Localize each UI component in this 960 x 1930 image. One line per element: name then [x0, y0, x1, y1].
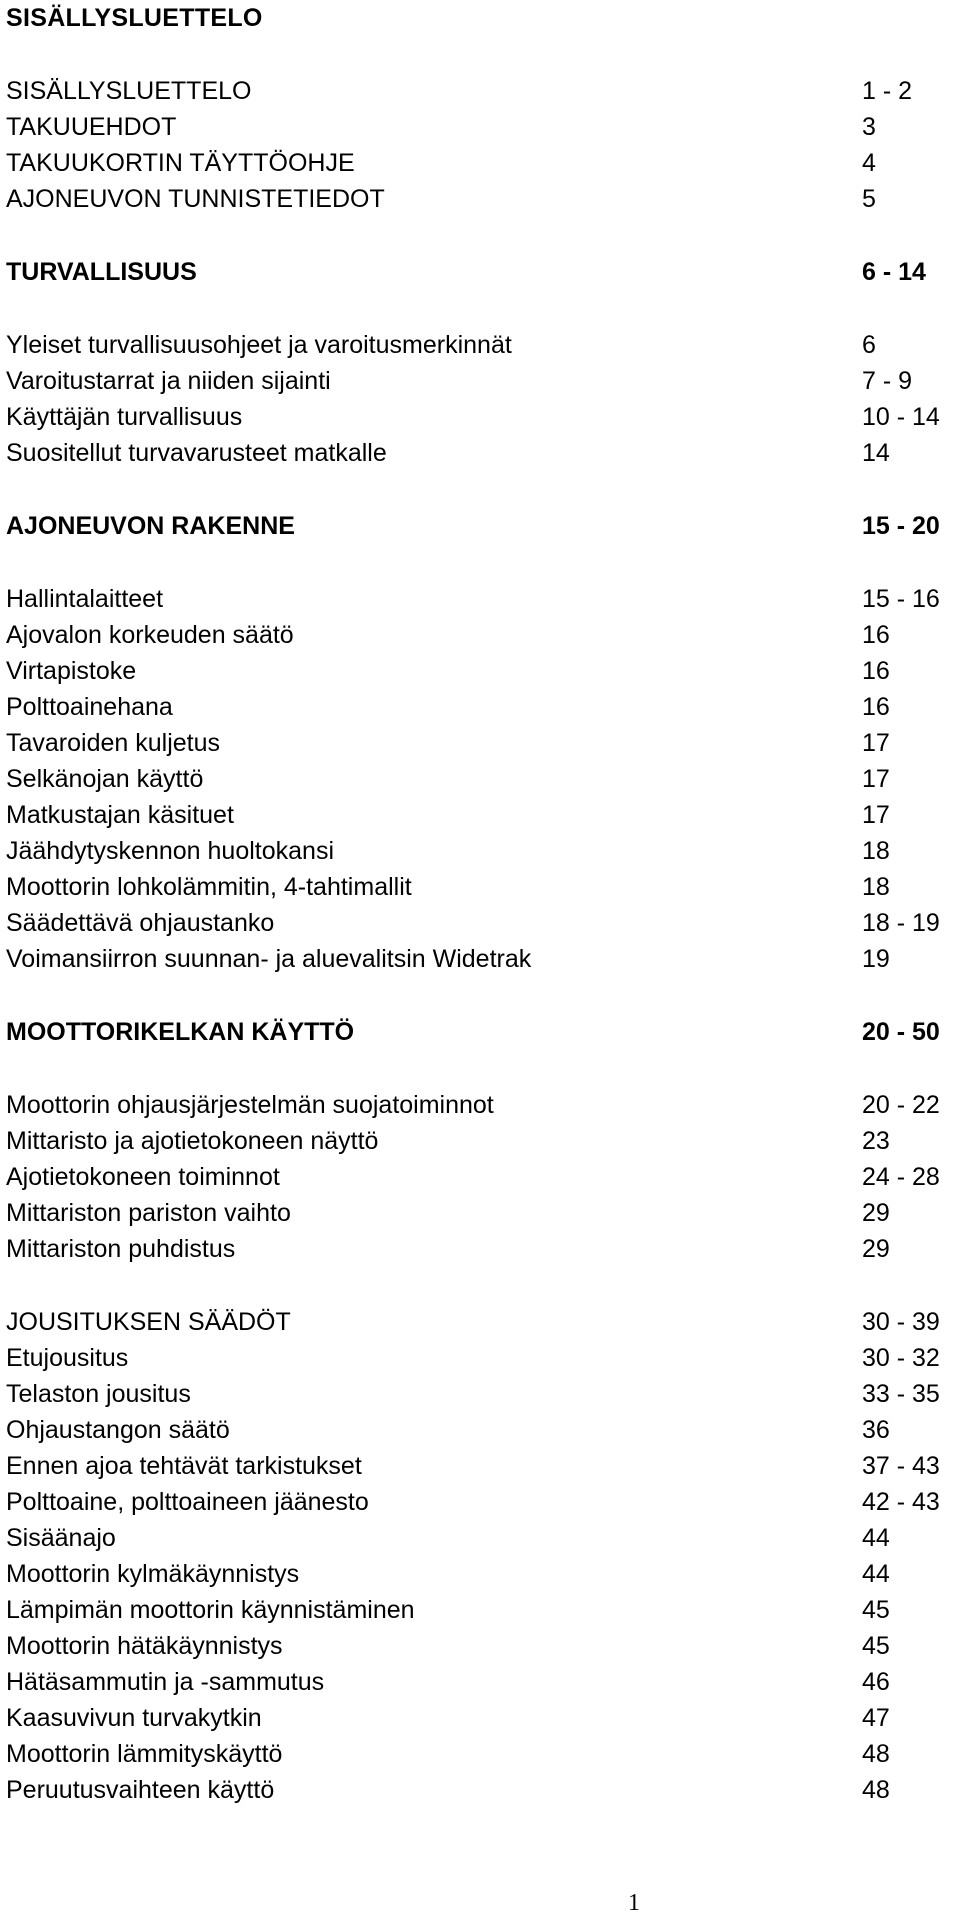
toc-entry-title: Polttoainehana	[6, 693, 173, 721]
toc-entry-page: 14	[862, 439, 890, 467]
toc-entry-title: Selkänojan käyttö	[6, 765, 204, 793]
toc-entry-title: Voimansiirron suunnan- ja aluevalitsin Widetrak	[6, 945, 532, 973]
toc-entry	[6, 1376, 940, 1412]
toc-entry	[6, 1736, 926, 1772]
toc-entry-title: Hallintalaitteet	[6, 585, 164, 613]
page-number: 1	[628, 1890, 640, 1916]
toc-entry-page: 5	[862, 185, 876, 213]
toc-entry	[6, 435, 926, 471]
toc-entry	[6, 689, 926, 725]
toc-section-heading	[6, 217, 926, 290]
toc-entry-title: Moottorin lohkolämmitin, 4-tahtimallit	[6, 873, 412, 901]
toc-entry-page: 16	[862, 693, 890, 721]
toc-entry-title: AJONEUVON TUNNISTETIEDOT	[6, 185, 385, 213]
toc-entry	[6, 544, 940, 617]
toc-entry-title: MOOTTORIKELKAN KÄYTTÖ	[6, 1018, 355, 1046]
toc-entry-page: 36	[862, 1416, 890, 1444]
toc-entry-title: Moottorin hätäkäynnistys	[6, 1632, 283, 1660]
toc-entry-title: Säädettävä ohjaustanko	[6, 909, 275, 937]
toc-entry-title: Peruutusvaihteen käyttö	[6, 1776, 275, 1804]
toc-entry	[6, 653, 926, 689]
toc-entry-title: Polttoaine, polttoaineen jäänesto	[6, 1488, 369, 1516]
toc-entry	[6, 181, 926, 217]
toc-entry-page: 44	[862, 1560, 890, 1588]
toc-entry-title: Telaston jousitus	[6, 1380, 191, 1408]
toc-entry	[6, 145, 926, 181]
toc-entry-page: 30 - 32	[862, 1344, 940, 1372]
toc-entry	[6, 761, 926, 797]
toc-entry-title: Mittaristo ja ajotietokoneen näyttö	[6, 1127, 379, 1155]
table-of-contents	[6, 73, 940, 1808]
toc-entry	[6, 1448, 940, 1484]
toc-entry	[6, 1412, 926, 1448]
toc-entry	[6, 1340, 940, 1376]
toc-entry	[6, 1159, 940, 1195]
toc-entry-title: Ohjaustangon säätö	[6, 1416, 230, 1444]
toc-entry-page: 29	[862, 1199, 890, 1227]
toc-entry	[6, 833, 926, 869]
toc-entry	[6, 1628, 926, 1664]
toc-entry-title: Suositellut turvavarusteet matkalle	[6, 439, 387, 467]
toc-entry-title: Moottorin lämmityskäyttö	[6, 1740, 283, 1768]
toc-entry	[6, 1123, 926, 1159]
toc-entry	[6, 1700, 926, 1736]
toc-entry-page: 47	[862, 1704, 890, 1732]
toc-entry-page: 17	[862, 729, 890, 757]
toc-entry	[6, 1592, 926, 1628]
toc-entry-title: Lämpimän moottorin käynnistäminen	[6, 1596, 415, 1624]
toc-entry-page: 17	[862, 801, 890, 829]
toc-entry-page: 48	[862, 1740, 890, 1768]
toc-entry-page: 15 - 16	[862, 585, 940, 613]
toc-entry	[6, 1556, 926, 1592]
toc-entry	[6, 73, 926, 109]
toc-entry	[6, 1772, 926, 1808]
toc-entry-page: 6 - 14	[862, 258, 926, 286]
toc-entry-page: 44	[862, 1524, 890, 1552]
toc-entry-page: 24 - 28	[862, 1163, 940, 1191]
toc-entry-page: 1 - 2	[862, 77, 913, 105]
toc-entry	[6, 1231, 926, 1267]
toc-entry	[6, 290, 926, 363]
toc-entry	[6, 617, 926, 653]
toc-entry-title: AJONEUVON RAKENNE	[6, 512, 295, 540]
toc-entry-title: Mittariston puhdistus	[6, 1235, 236, 1263]
toc-entry-page: 33 - 35	[862, 1380, 940, 1408]
toc-entry-page: 45	[862, 1632, 890, 1660]
toc-entry-page: 46	[862, 1668, 890, 1696]
toc-entry-page: 4	[862, 149, 876, 177]
toc-entry-page: 18 - 19	[862, 909, 940, 937]
toc-entry	[6, 725, 926, 761]
toc-entry-title: Moottorin ohjausjärjestelmän suojatoiminnot	[6, 1091, 494, 1119]
toc-entry-title: Etujousitus	[6, 1344, 129, 1372]
toc-entry	[6, 109, 926, 145]
toc-entry-page: 15 - 20	[862, 512, 940, 540]
toc-entry-title: TAKUUKORTIN TÄYTTÖOHJE	[6, 149, 355, 177]
toc-entry-title: Kaasuvivun turvakytkin	[6, 1704, 262, 1732]
toc-entry-title: Käyttäjän turvallisuus	[6, 403, 243, 431]
toc-entry	[6, 797, 926, 833]
page-title: SISÄLLYSLUETTELO	[6, 4, 263, 32]
toc-entry-title: Yleiset turvallisuusohjeet ja varoitusmerkinnät	[6, 331, 512, 359]
toc-entry	[6, 905, 940, 941]
toc-entry-title: SISÄLLYSLUETTELO	[6, 77, 252, 105]
toc-entry-page: 3	[862, 113, 876, 141]
toc-entry-title: Ajotietokoneen toiminnot	[6, 1163, 280, 1191]
toc-entry-page: 45	[862, 1596, 890, 1624]
toc-entry-title: Tavaroiden kuljetus	[6, 729, 221, 757]
toc-entry	[6, 1050, 940, 1123]
toc-entry-title: JOUSITUKSEN SÄÄDÖT	[6, 1308, 291, 1336]
toc-entry-page: 10 - 14	[862, 403, 940, 431]
toc-section-heading	[6, 471, 940, 544]
toc-entry-page: 48	[862, 1776, 890, 1804]
toc-entry-title: Varoitustarrat ja niiden sijainti	[6, 367, 331, 395]
toc-entry-title: Ajovalon korkeuden säätö	[6, 621, 294, 649]
toc-entry-page: 30 - 39	[862, 1308, 940, 1336]
toc-entry	[6, 869, 926, 905]
toc-entry	[6, 1267, 940, 1340]
toc-entry-title: Ennen ajoa tehtävät tarkistukset	[6, 1452, 362, 1480]
toc-entry-page: 29	[862, 1235, 890, 1263]
toc-entry	[6, 363, 926, 399]
toc-entry-title: Sisäänajo	[6, 1524, 116, 1552]
toc-entry	[6, 1195, 926, 1231]
toc-entry-page: 20 - 50	[862, 1018, 940, 1046]
toc-entry-title: TURVALLISUUS	[6, 258, 197, 286]
toc-entry-title: TAKUUEHDOT	[6, 113, 177, 141]
toc-entry-page: 42 - 43	[862, 1488, 940, 1516]
toc-entry	[6, 1484, 940, 1520]
toc-entry-title: Virtapistoke	[6, 657, 137, 685]
toc-entry-page: 16	[862, 621, 890, 649]
toc-entry-title: Hätäsammutin ja -sammutus	[6, 1668, 325, 1696]
toc-entry	[6, 399, 940, 435]
toc-entry-page: 6	[862, 331, 876, 359]
toc-entry-page: 7 - 9	[862, 367, 913, 395]
toc-entry	[6, 941, 926, 977]
toc-entry-page: 19	[862, 945, 890, 973]
toc-entry-title: Moottorin kylmäkäynnistys	[6, 1560, 300, 1588]
toc-entry-page: 18	[862, 837, 890, 865]
toc-entry-title: Matkustajan käsituet	[6, 801, 234, 829]
toc-entry-title: Jäähdytyskennon huoltokansi	[6, 837, 335, 865]
toc-entry-page: 16	[862, 657, 890, 685]
toc-section-heading	[6, 977, 940, 1050]
toc-entry-page: 20 - 22	[862, 1091, 940, 1119]
toc-entry	[6, 1664, 926, 1700]
toc-entry-page: 37 - 43	[862, 1452, 940, 1480]
toc-entry-page: 17	[862, 765, 890, 793]
toc-entry-page: 18	[862, 873, 890, 901]
toc-entry-page: 23	[862, 1127, 890, 1155]
toc-entry-title: Mittariston pariston vaihto	[6, 1199, 291, 1227]
toc-entry	[6, 1520, 926, 1556]
